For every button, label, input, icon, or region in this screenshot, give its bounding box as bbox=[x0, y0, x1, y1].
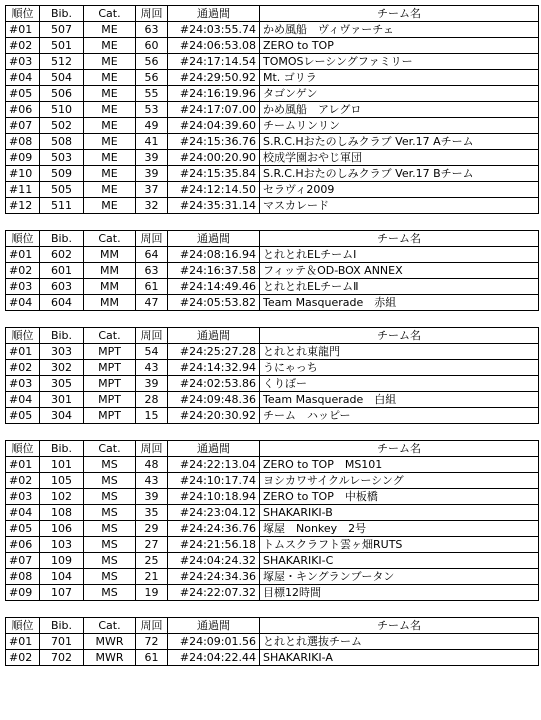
header-row bbox=[6, 6, 539, 22]
cell-time: #24:14:32.94 bbox=[168, 360, 260, 376]
cell-time: #24:04:22.44 bbox=[168, 650, 260, 666]
cell-name: とれとれELチームⅡ bbox=[260, 279, 539, 295]
results-table bbox=[5, 5, 539, 214]
table-row bbox=[6, 344, 539, 360]
table-row bbox=[6, 102, 539, 118]
cell-rank: #10 bbox=[6, 166, 40, 182]
cell-cat: MPT bbox=[84, 376, 136, 392]
cell-time: #24:15:36.76 bbox=[168, 134, 260, 150]
table-row bbox=[6, 392, 539, 408]
cell-rank: #03 bbox=[6, 279, 40, 295]
cell-time: #24:05:53.82 bbox=[168, 295, 260, 311]
cell-name: フィッテ＆OD-BOX ANNEX bbox=[260, 263, 539, 279]
cell-time: #24:25:27.28 bbox=[168, 344, 260, 360]
cell-rank: #02 bbox=[6, 263, 40, 279]
cell-bib: 604 bbox=[40, 295, 84, 311]
table-row bbox=[6, 86, 539, 102]
cell-name: 目標12時間 bbox=[260, 585, 539, 601]
cell-bib: 504 bbox=[40, 70, 84, 86]
column-header-bib: Bib. bbox=[40, 231, 84, 247]
results-table bbox=[5, 327, 539, 424]
column-header-name: チーム名 bbox=[260, 328, 539, 344]
cell-laps: 72 bbox=[136, 634, 168, 650]
cell-bib: 109 bbox=[40, 553, 84, 569]
cell-bib: 508 bbox=[40, 134, 84, 150]
table-row bbox=[6, 295, 539, 311]
column-header-name: チーム名 bbox=[260, 618, 539, 634]
cell-name: TOMOSレーシングファミリー bbox=[260, 54, 539, 70]
table-row bbox=[6, 553, 539, 569]
cell-rank: #12 bbox=[6, 198, 40, 214]
cell-rank: #03 bbox=[6, 54, 40, 70]
cell-rank: #01 bbox=[6, 457, 40, 473]
cell-rank: #01 bbox=[6, 344, 40, 360]
cell-bib: 511 bbox=[40, 198, 84, 214]
cell-bib: 603 bbox=[40, 279, 84, 295]
cell-rank: #03 bbox=[6, 376, 40, 392]
cell-laps: 53 bbox=[136, 102, 168, 118]
results-table bbox=[5, 230, 539, 311]
column-header-time: 通過間 bbox=[168, 6, 260, 22]
cell-bib: 303 bbox=[40, 344, 84, 360]
cell-laps: 19 bbox=[136, 585, 168, 601]
cell-laps: 29 bbox=[136, 521, 168, 537]
cell-time: #24:22:13.04 bbox=[168, 457, 260, 473]
cell-cat: ME bbox=[84, 134, 136, 150]
cell-cat: MS bbox=[84, 505, 136, 521]
results-section bbox=[5, 440, 538, 601]
column-header-cat: Cat. bbox=[84, 618, 136, 634]
cell-rank: #01 bbox=[6, 634, 40, 650]
cell-cat: ME bbox=[84, 70, 136, 86]
cell-bib: 507 bbox=[40, 22, 84, 38]
results-section bbox=[5, 327, 538, 424]
table-row bbox=[6, 473, 539, 489]
cell-name: セラヴィ2009 bbox=[260, 182, 539, 198]
cell-name: ヨシカワサイクルレーシング bbox=[260, 473, 539, 489]
cell-laps: 39 bbox=[136, 489, 168, 505]
cell-cat: ME bbox=[84, 38, 136, 54]
cell-name: くりぼー bbox=[260, 376, 539, 392]
cell-laps: 61 bbox=[136, 650, 168, 666]
cell-laps: 28 bbox=[136, 392, 168, 408]
column-header-rank: 順位 bbox=[6, 441, 40, 457]
table-row bbox=[6, 182, 539, 198]
cell-laps: 61 bbox=[136, 279, 168, 295]
cell-cat: ME bbox=[84, 166, 136, 182]
cell-name: SHAKARIKI-B bbox=[260, 505, 539, 521]
cell-time: #24:03:55.74 bbox=[168, 22, 260, 38]
cell-cat: ME bbox=[84, 118, 136, 134]
column-header-name: チーム名 bbox=[260, 231, 539, 247]
cell-laps: 60 bbox=[136, 38, 168, 54]
cell-bib: 502 bbox=[40, 118, 84, 134]
table-row bbox=[6, 537, 539, 553]
table-row bbox=[6, 634, 539, 650]
cell-rank: #05 bbox=[6, 408, 40, 424]
cell-bib: 702 bbox=[40, 650, 84, 666]
cell-time: #24:14:49.46 bbox=[168, 279, 260, 295]
cell-bib: 509 bbox=[40, 166, 84, 182]
cell-rank: #02 bbox=[6, 38, 40, 54]
results-section bbox=[5, 5, 538, 214]
table-row bbox=[6, 585, 539, 601]
table-row bbox=[6, 408, 539, 424]
cell-name: ZERO to TOP 中板橋 bbox=[260, 489, 539, 505]
cell-laps: 39 bbox=[136, 376, 168, 392]
cell-laps: 32 bbox=[136, 198, 168, 214]
cell-cat: ME bbox=[84, 198, 136, 214]
cell-time: #24:06:53.08 bbox=[168, 38, 260, 54]
results-table bbox=[5, 617, 539, 666]
cell-laps: 25 bbox=[136, 553, 168, 569]
cell-time: #24:16:37.58 bbox=[168, 263, 260, 279]
cell-time: #24:17:14.54 bbox=[168, 54, 260, 70]
cell-bib: 305 bbox=[40, 376, 84, 392]
cell-rank: #11 bbox=[6, 182, 40, 198]
cell-laps: 56 bbox=[136, 70, 168, 86]
column-header-cat: Cat. bbox=[84, 328, 136, 344]
column-header-laps: 周回 bbox=[136, 231, 168, 247]
cell-time: #24:00:20.90 bbox=[168, 150, 260, 166]
table-row bbox=[6, 118, 539, 134]
cell-bib: 105 bbox=[40, 473, 84, 489]
column-header-time: 通過間 bbox=[168, 441, 260, 457]
cell-rank: #05 bbox=[6, 86, 40, 102]
cell-time: #24:08:16.94 bbox=[168, 247, 260, 263]
cell-laps: 39 bbox=[136, 150, 168, 166]
cell-rank: #04 bbox=[6, 392, 40, 408]
cell-rank: #02 bbox=[6, 650, 40, 666]
column-header-rank: 順位 bbox=[6, 328, 40, 344]
cell-name: かめ風船 アレグロ bbox=[260, 102, 539, 118]
cell-bib: 101 bbox=[40, 457, 84, 473]
cell-name: トムスクラフト雲ヶ畑RUTS bbox=[260, 537, 539, 553]
column-header-rank: 順位 bbox=[6, 618, 40, 634]
table-row bbox=[6, 247, 539, 263]
table-row bbox=[6, 279, 539, 295]
cell-time: #24:02:53.86 bbox=[168, 376, 260, 392]
header-row bbox=[6, 231, 539, 247]
cell-bib: 501 bbox=[40, 38, 84, 54]
cell-name: かめ風船 ヴィヴァーチェ bbox=[260, 22, 539, 38]
cell-bib: 102 bbox=[40, 489, 84, 505]
cell-time: #24:24:36.76 bbox=[168, 521, 260, 537]
cell-time: #24:10:18.94 bbox=[168, 489, 260, 505]
cell-bib: 510 bbox=[40, 102, 84, 118]
column-header-bib: Bib. bbox=[40, 441, 84, 457]
cell-name: 校成学園おやじ軍団 bbox=[260, 150, 539, 166]
column-header-bib: Bib. bbox=[40, 6, 84, 22]
cell-rank: #07 bbox=[6, 118, 40, 134]
cell-laps: 63 bbox=[136, 263, 168, 279]
cell-name: Mt. ゴリラ bbox=[260, 70, 539, 86]
table-row bbox=[6, 54, 539, 70]
table-row bbox=[6, 22, 539, 38]
cell-name: とれとれ選抜チーム bbox=[260, 634, 539, 650]
column-header-bib: Bib. bbox=[40, 618, 84, 634]
cell-time: #24:12:14.50 bbox=[168, 182, 260, 198]
cell-name: 塚屋 Nonkey 2号 bbox=[260, 521, 539, 537]
cell-time: #24:24:34.36 bbox=[168, 569, 260, 585]
header-row bbox=[6, 328, 539, 344]
cell-time: #24:22:07.32 bbox=[168, 585, 260, 601]
cell-laps: 39 bbox=[136, 166, 168, 182]
cell-name: Team Masquerade 白組 bbox=[260, 392, 539, 408]
column-header-laps: 周回 bbox=[136, 441, 168, 457]
cell-rank: #09 bbox=[6, 150, 40, 166]
cell-rank: #04 bbox=[6, 295, 40, 311]
cell-laps: 54 bbox=[136, 344, 168, 360]
cell-cat: ME bbox=[84, 102, 136, 118]
cell-cat: ME bbox=[84, 54, 136, 70]
cell-cat: MS bbox=[84, 569, 136, 585]
cell-bib: 106 bbox=[40, 521, 84, 537]
cell-cat: MWR bbox=[84, 634, 136, 650]
cell-time: #24:04:39.60 bbox=[168, 118, 260, 134]
results-section bbox=[5, 617, 538, 666]
cell-name: 塚屋・キングランブータン bbox=[260, 569, 539, 585]
table-row bbox=[6, 505, 539, 521]
cell-cat: MM bbox=[84, 247, 136, 263]
cell-time: #24:29:50.92 bbox=[168, 70, 260, 86]
table-row bbox=[6, 134, 539, 150]
cell-cat: MS bbox=[84, 553, 136, 569]
cell-rank: #02 bbox=[6, 360, 40, 376]
cell-laps: 63 bbox=[136, 22, 168, 38]
cell-time: #24:21:56.18 bbox=[168, 537, 260, 553]
cell-rank: #09 bbox=[6, 585, 40, 601]
cell-rank: #06 bbox=[6, 102, 40, 118]
cell-cat: MPT bbox=[84, 360, 136, 376]
cell-name: タゴンゲン bbox=[260, 86, 539, 102]
cell-rank: #02 bbox=[6, 473, 40, 489]
column-header-name: チーム名 bbox=[260, 441, 539, 457]
cell-laps: 41 bbox=[136, 134, 168, 150]
cell-bib: 103 bbox=[40, 537, 84, 553]
cell-cat: MS bbox=[84, 473, 136, 489]
cell-name: ZERO to TOP MS101 bbox=[260, 457, 539, 473]
cell-cat: MM bbox=[84, 295, 136, 311]
cell-name: S.R.C.Hおたのしみクラブ Ver.17 Aチーム bbox=[260, 134, 539, 150]
cell-laps: 35 bbox=[136, 505, 168, 521]
cell-rank: #07 bbox=[6, 553, 40, 569]
column-header-cat: Cat. bbox=[84, 231, 136, 247]
results-section bbox=[5, 230, 538, 311]
cell-laps: 55 bbox=[136, 86, 168, 102]
cell-rank: #01 bbox=[6, 22, 40, 38]
cell-cat: MS bbox=[84, 489, 136, 505]
cell-rank: #04 bbox=[6, 505, 40, 521]
cell-name: S.R.C.Hおたのしみクラブ Ver.17 Bチーム bbox=[260, 166, 539, 182]
cell-bib: 108 bbox=[40, 505, 84, 521]
column-header-laps: 周回 bbox=[136, 6, 168, 22]
cell-name: SHAKARIKI-C bbox=[260, 553, 539, 569]
column-header-laps: 周回 bbox=[136, 618, 168, 634]
cell-name: うにゃっち bbox=[260, 360, 539, 376]
cell-cat: MPT bbox=[84, 408, 136, 424]
cell-name: とれとれELチームⅠ bbox=[260, 247, 539, 263]
cell-time: #24:10:17.74 bbox=[168, 473, 260, 489]
cell-cat: MS bbox=[84, 585, 136, 601]
cell-bib: 505 bbox=[40, 182, 84, 198]
cell-bib: 512 bbox=[40, 54, 84, 70]
table-row bbox=[6, 360, 539, 376]
cell-laps: 43 bbox=[136, 473, 168, 489]
column-header-name: チーム名 bbox=[260, 6, 539, 22]
table-row bbox=[6, 376, 539, 392]
cell-laps: 27 bbox=[136, 537, 168, 553]
cell-cat: ME bbox=[84, 182, 136, 198]
column-header-laps: 周回 bbox=[136, 328, 168, 344]
cell-time: #24:17:07.00 bbox=[168, 102, 260, 118]
table-row bbox=[6, 457, 539, 473]
cell-cat: ME bbox=[84, 22, 136, 38]
cell-bib: 506 bbox=[40, 86, 84, 102]
cell-laps: 49 bbox=[136, 118, 168, 134]
cell-rank: #04 bbox=[6, 70, 40, 86]
column-header-time: 通過間 bbox=[168, 618, 260, 634]
cell-cat: MPT bbox=[84, 344, 136, 360]
cell-laps: 48 bbox=[136, 457, 168, 473]
table-row bbox=[6, 569, 539, 585]
table-row bbox=[6, 150, 539, 166]
table-row bbox=[6, 70, 539, 86]
cell-rank: #03 bbox=[6, 489, 40, 505]
cell-bib: 601 bbox=[40, 263, 84, 279]
cell-time: #24:09:48.36 bbox=[168, 392, 260, 408]
table-row bbox=[6, 650, 539, 666]
cell-laps: 47 bbox=[136, 295, 168, 311]
cell-name: チームリンリン bbox=[260, 118, 539, 134]
cell-cat: MS bbox=[84, 537, 136, 553]
column-header-bib: Bib. bbox=[40, 328, 84, 344]
cell-cat: MPT bbox=[84, 392, 136, 408]
cell-time: #24:16:19.96 bbox=[168, 86, 260, 102]
cell-name: マスカレード bbox=[260, 198, 539, 214]
cell-time: #24:20:30.92 bbox=[168, 408, 260, 424]
results-table bbox=[5, 440, 539, 601]
table-row bbox=[6, 521, 539, 537]
cell-name: とれとれ東龍門 bbox=[260, 344, 539, 360]
cell-laps: 64 bbox=[136, 247, 168, 263]
cell-time: #24:15:35.84 bbox=[168, 166, 260, 182]
cell-name: SHAKARIKI-A bbox=[260, 650, 539, 666]
cell-bib: 503 bbox=[40, 150, 84, 166]
cell-bib: 304 bbox=[40, 408, 84, 424]
table-row bbox=[6, 166, 539, 182]
cell-time: #24:35:31.14 bbox=[168, 198, 260, 214]
cell-rank: #05 bbox=[6, 521, 40, 537]
cell-cat: MWR bbox=[84, 650, 136, 666]
table-row bbox=[6, 489, 539, 505]
cell-rank: #08 bbox=[6, 134, 40, 150]
cell-cat: MS bbox=[84, 457, 136, 473]
cell-cat: ME bbox=[84, 150, 136, 166]
cell-cat: MS bbox=[84, 521, 136, 537]
table-row bbox=[6, 198, 539, 214]
column-header-cat: Cat. bbox=[84, 441, 136, 457]
cell-bib: 107 bbox=[40, 585, 84, 601]
cell-bib: 701 bbox=[40, 634, 84, 650]
cell-cat: MM bbox=[84, 263, 136, 279]
column-header-rank: 順位 bbox=[6, 6, 40, 22]
cell-bib: 302 bbox=[40, 360, 84, 376]
cell-rank: #06 bbox=[6, 537, 40, 553]
cell-laps: 43 bbox=[136, 360, 168, 376]
cell-name: チーム ハッピー bbox=[260, 408, 539, 424]
header-row bbox=[6, 618, 539, 634]
header-row bbox=[6, 441, 539, 457]
table-row bbox=[6, 263, 539, 279]
column-header-cat: Cat. bbox=[84, 6, 136, 22]
cell-time: #24:04:24.32 bbox=[168, 553, 260, 569]
cell-name: ZERO to TOP bbox=[260, 38, 539, 54]
cell-rank: #01 bbox=[6, 247, 40, 263]
cell-laps: 37 bbox=[136, 182, 168, 198]
cell-cat: ME bbox=[84, 86, 136, 102]
cell-laps: 21 bbox=[136, 569, 168, 585]
column-header-time: 通過間 bbox=[168, 328, 260, 344]
cell-bib: 602 bbox=[40, 247, 84, 263]
cell-rank: #08 bbox=[6, 569, 40, 585]
cell-time: #24:09:01.56 bbox=[168, 634, 260, 650]
cell-bib: 301 bbox=[40, 392, 84, 408]
results-sheet bbox=[5, 5, 538, 682]
cell-cat: MM bbox=[84, 279, 136, 295]
cell-time: #24:23:04.12 bbox=[168, 505, 260, 521]
column-header-time: 通過間 bbox=[168, 231, 260, 247]
cell-laps: 15 bbox=[136, 408, 168, 424]
cell-laps: 56 bbox=[136, 54, 168, 70]
column-header-rank: 順位 bbox=[6, 231, 40, 247]
cell-bib: 104 bbox=[40, 569, 84, 585]
table-row bbox=[6, 38, 539, 54]
cell-name: Team Masquerade 赤組 bbox=[260, 295, 539, 311]
